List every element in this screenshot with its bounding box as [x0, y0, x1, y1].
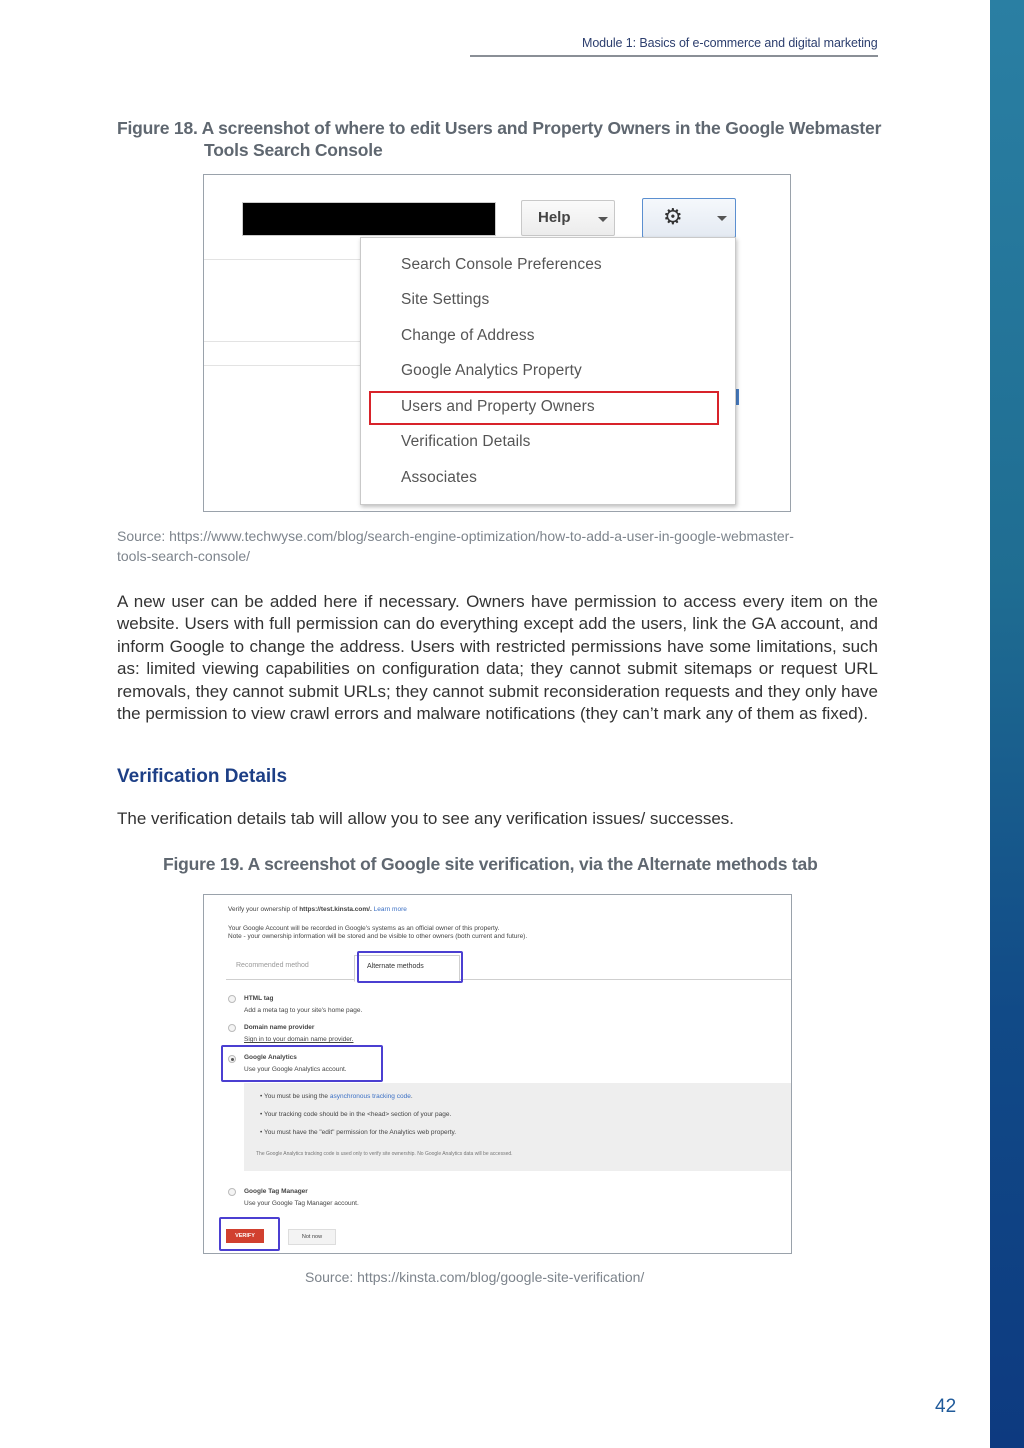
menu-item-change-of-address[interactable]: Change of Address [401, 327, 535, 344]
blue-marker [736, 389, 739, 405]
bullet-edit-permission: • You must have the "edit" permission for the Analytics web property. [260, 1129, 457, 1136]
menu-item-associates[interactable]: Associates [401, 469, 477, 486]
bullet-async-code: • You must be using the asynchronous tracking code. [260, 1093, 413, 1100]
option-html-tag-title: HTML tag [244, 995, 274, 1002]
gear-icon: ⚙ [663, 204, 683, 229]
verify-intro-prefix: Verify your ownership of [228, 906, 298, 913]
help-button-label: Help [538, 209, 571, 226]
page-number: 42 [935, 1396, 957, 1417]
radio-google-tag-manager[interactable] [228, 1188, 236, 1196]
figure-18-title-line1: Figure 18. A screenshot of where to edit Users and Property Owners in the Google Webmaster [117, 118, 882, 138]
radio-domain-name-provider[interactable] [228, 1024, 236, 1032]
chevron-down-icon [598, 217, 608, 222]
tab-underline [226, 979, 791, 980]
chevron-down-icon [717, 216, 727, 221]
tab-recommended-method[interactable]: Recommended method [236, 962, 309, 969]
divider [204, 365, 360, 366]
menu-item-users-and-property-owners[interactable]: Users and Property Owners [401, 398, 595, 415]
figure-19-screenshot [203, 894, 792, 1254]
body-paragraph-verification: The verification details tab will allow you to see any verification issues/ successes. [117, 809, 735, 828]
divider [204, 259, 360, 260]
bullet-head-section: • Your tracking code should be in the <head> section of your page. [260, 1111, 452, 1118]
menu-item-site-settings[interactable]: Site Settings [401, 291, 490, 308]
settings-dropdown-menu [360, 237, 736, 505]
verify-button[interactable]: VERIFY [226, 1229, 264, 1243]
menu-item-verification-details[interactable]: Verification Details [401, 433, 531, 450]
purple-highlight-tab [357, 951, 463, 983]
tab-alternate-methods-label: Alternate methods [367, 963, 424, 970]
option-ga-title: Google Analytics [244, 1054, 297, 1061]
side-accent-bar [990, 0, 1024, 1448]
help-button[interactable] [521, 200, 615, 236]
figure-18-source-line2: tools-search-console/ [117, 548, 251, 564]
analytics-requirements-panel [244, 1083, 791, 1171]
menu-item-search-console-preferences[interactable]: Search Console Preferences [401, 256, 602, 273]
redacted-site-bar [242, 202, 496, 236]
async-tracking-code-link[interactable]: asynchronous tracking code [329, 1093, 411, 1100]
purple-highlight-analytics [221, 1045, 383, 1082]
running-header: Module 1: Basics of e-commerce and digital marketing [582, 36, 878, 50]
figure-19-title: Figure 19. A screenshot of Google site verification, via the Alternate methods tab [163, 854, 818, 874]
option-gtm-desc: Use your Google Tag Manager account. [244, 1200, 359, 1207]
divider [204, 341, 360, 342]
section-heading-verification-details: Verification Details [117, 766, 288, 787]
menu-item-google-analytics-property[interactable]: Google Analytics Property [401, 362, 582, 379]
figure-19-source: Source: https://kinsta.com/blog/google-site-verification/ [305, 1269, 645, 1285]
fine-print: The Google Analytics tracking code is used only to verify site ownership. No Google Analytics data will be accessed. [256, 1151, 513, 1157]
figure-18-title-line2: Tools Search Console [204, 140, 383, 160]
note-line1: Your Google Account will be recorded in Google's systems as an official owner of this property. [228, 925, 500, 932]
verify-intro-url: https://test.kinsta.com/. [299, 906, 372, 913]
not-now-button[interactable]: Not now [288, 1229, 336, 1245]
option-ga-desc: Use your Google Analytics account. [244, 1066, 347, 1073]
body-paragraph-users: A new user can be added here if necessary. Owners have permission to access every item on the website. Users with full permission can do everything except add the users, link the GA account, and inform Google to change the address. Users with restricted permissions have some limitations, such as: limited viewing capabilities on configuration data; they cannot submit sitemaps or request URL removals, they cannot submit URLs; they cannot submit reconsideration requests and they only have the permission to view crawl errors and malware notifications (they can’t mark any of them as fixed). [117, 592, 878, 724]
option-domain-desc[interactable]: Sign in to your domain name provider. [244, 1036, 354, 1043]
verify-intro [228, 906, 407, 913]
figure-18-screenshot [203, 174, 791, 512]
note-line2: Note - your ownership information will be stored and be visible to other owners (both current and future). [228, 933, 528, 940]
figure-18-source-line1: Source: https://www.techwyse.com/blog/search-engine-optimization/how-to-add-a-user-in-google-webmaster- [117, 528, 794, 544]
header-rule [470, 55, 878, 57]
radio-html-tag[interactable] [228, 995, 236, 1003]
option-html-tag-desc: Add a meta tag to your site's home page. [244, 1007, 363, 1014]
red-highlight-box [369, 391, 719, 425]
purple-highlight-verify [219, 1217, 280, 1251]
option-gtm-title: Google Tag Manager [244, 1188, 308, 1195]
learn-more-link[interactable]: Learn more [373, 906, 407, 913]
option-domain-title: Domain name provider [244, 1024, 315, 1031]
settings-button[interactable] [642, 198, 736, 238]
